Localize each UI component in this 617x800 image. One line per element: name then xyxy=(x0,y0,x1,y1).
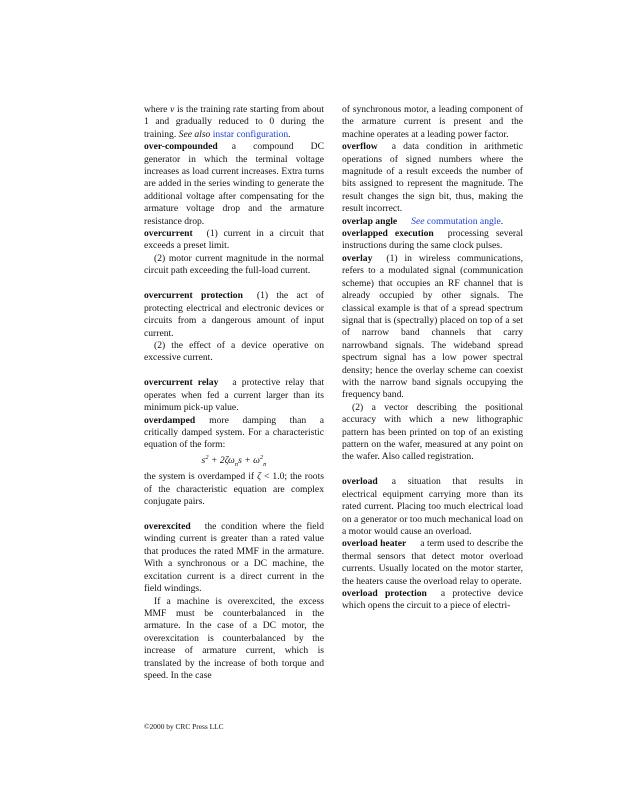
right-column xyxy=(342,104,523,613)
term-overcurrent-relay: overcurrent relay xyxy=(144,377,219,389)
definition-overcurrent-2: (2) motor current magnitude in the normal circuit path exceeding the full-load current. xyxy=(144,252,324,277)
term-overload: overload xyxy=(342,476,378,488)
left-column xyxy=(144,104,324,695)
entry-overdamped xyxy=(144,415,324,509)
term-overdamped: overdamped xyxy=(144,414,196,426)
entry-overload xyxy=(342,476,523,538)
term-overload-heater: overload heater xyxy=(342,538,407,550)
term-overlay: overlay xyxy=(342,252,373,264)
variable-v: v xyxy=(170,104,175,115)
entry-over-compounded xyxy=(144,141,324,228)
commutation-angle-link[interactable]: commutation angle xyxy=(426,215,501,227)
definition-overload-heater: a term used to describe the thermal sensors that detect motor overload currents. Usually located on the motor starter, the heaters cause the overload relay to operate. xyxy=(342,538,523,587)
term-overcurrent: overcurrent xyxy=(144,228,193,240)
see-label: See xyxy=(411,215,425,227)
entry-overlay xyxy=(342,253,523,464)
entry-overcurrent-relay xyxy=(144,377,324,414)
entry-overlap-angle: overlap angle See commutation angle. xyxy=(342,215,504,227)
definition-overcurrent-relay: a protective relay that operates when fed a current larger than its minimum pick-up value. xyxy=(144,377,324,414)
term-overlap-angle: overlap angle xyxy=(342,215,398,227)
entry-overflow xyxy=(342,141,523,215)
overdamped-condition: the system is overdamped if ζ < 1.0; the roots of the characteristic equation are complex conjugate pairs. xyxy=(144,471,324,508)
term-over-compounded: over-compounded xyxy=(144,141,218,153)
definition-overlay-1: (1) in wireless communications, refers to a modulated signal (communication scheme) that occupies an RF channel that is already occupied by other signals. The classical example is that of a spread spectrum signal that is (spectrally) placed on top of a set of narrow band channels that carry narrowband signals. The wideband spread spectrum signal has a low power spectral density; hence the overlay scheme can coexist with the narrow band signals occupying the frequency band. xyxy=(342,252,523,401)
definition-overdamped: more damping than a critically damped system. For a characteristic equation of the form: xyxy=(144,414,324,451)
definition-overload: a situation that results in electrical equipment carrying more than its rated current. Placing too much electrical load on a generator or too much mechanical load on a motor would cause an overload. xyxy=(342,476,523,537)
definition-overlay-2: (2) a vector describing the positional accuracy with which a new lithographic pattern has been printed on top of an existing pattern on the wafer, measured at any point on the wafer. Also called registration. xyxy=(342,401,523,463)
entry-overload-heater xyxy=(342,538,523,588)
see-also-label: See also xyxy=(178,128,211,140)
definition-overlapped-execution: processing several instructions during the same clock pulses. xyxy=(342,228,523,252)
definition-overexcited-1: the condition where the field winding current is greater than a rated value that produces the rated MMF in the armature. With a synchronous or a DC machine, the excitation current is a direct current in the field windings. xyxy=(144,521,324,595)
definition-over-compounded: a compound DC generator in which the terminal voltage increases as load current increases. Extra turns are added in the series winding to generate the additional voltage after compensating for the armature voltage drop and the armature resistance drop. xyxy=(144,141,324,227)
term-overexcited: overexcited xyxy=(144,521,191,533)
term-overflow: overflow xyxy=(342,141,378,153)
copyright-footer: ©2000 by CRC Press LLC xyxy=(144,722,224,731)
entry-overcurrent-protection xyxy=(144,290,324,364)
definition-overexcited-2: If a machine is overexcited, the excess MMF must be counterbalanced in the armature. In the case of a DC motor, the overexcitation is counterbalanced by the increase of armature current, which is translated by the increase of both torque and speed. In the case xyxy=(144,595,324,681)
term-overcurrent-protection: overcurrent protection xyxy=(144,290,243,302)
definition-overcurrent-protection-2: (2) the effect of a device operative on excessive current. xyxy=(144,339,324,364)
definition-overload-protection: a protective device which opens the circuit to a piece of electri- xyxy=(342,588,523,612)
definition-overcurrent-1: (1) current in a circuit that exceeds a preset limit. xyxy=(144,228,324,252)
term-overlapped-execution: overlapped execution xyxy=(342,228,434,240)
term-overload-protection: overload protection xyxy=(342,588,427,600)
entry-overload-protection xyxy=(342,588,523,613)
overexcited-continuation: of synchronous motor, a leading component of the armature current is present and the machine operates at a leading power factor. xyxy=(342,104,523,140)
definition-overflow: a data condition in arithmetic operations of signed numbers where the magnitude of a result exceeds the number of bits assigned to represent the magnitude. The result changes the sign bit, thus, making the result incorrect. xyxy=(342,141,523,215)
intro-paragraph: where v is the training rate starting from about 1 and gradually reduced to 0 during the training. See also instar configuration. xyxy=(144,104,324,140)
instar-configuration-link[interactable]: instar configuration xyxy=(212,128,289,140)
entry-overlapped-execution xyxy=(342,228,523,253)
characteristic-equation: $s^2 + 2\zeta\omega_ns + \omega^2_n$ xyxy=(201,453,267,468)
entry-overcurrent xyxy=(144,228,324,278)
entry-overexcited xyxy=(144,521,324,682)
definition-overcurrent-protection-1: (1) the act of protecting electrical and electronic devices or circuits from a dangerous amount of input current. xyxy=(144,290,324,339)
